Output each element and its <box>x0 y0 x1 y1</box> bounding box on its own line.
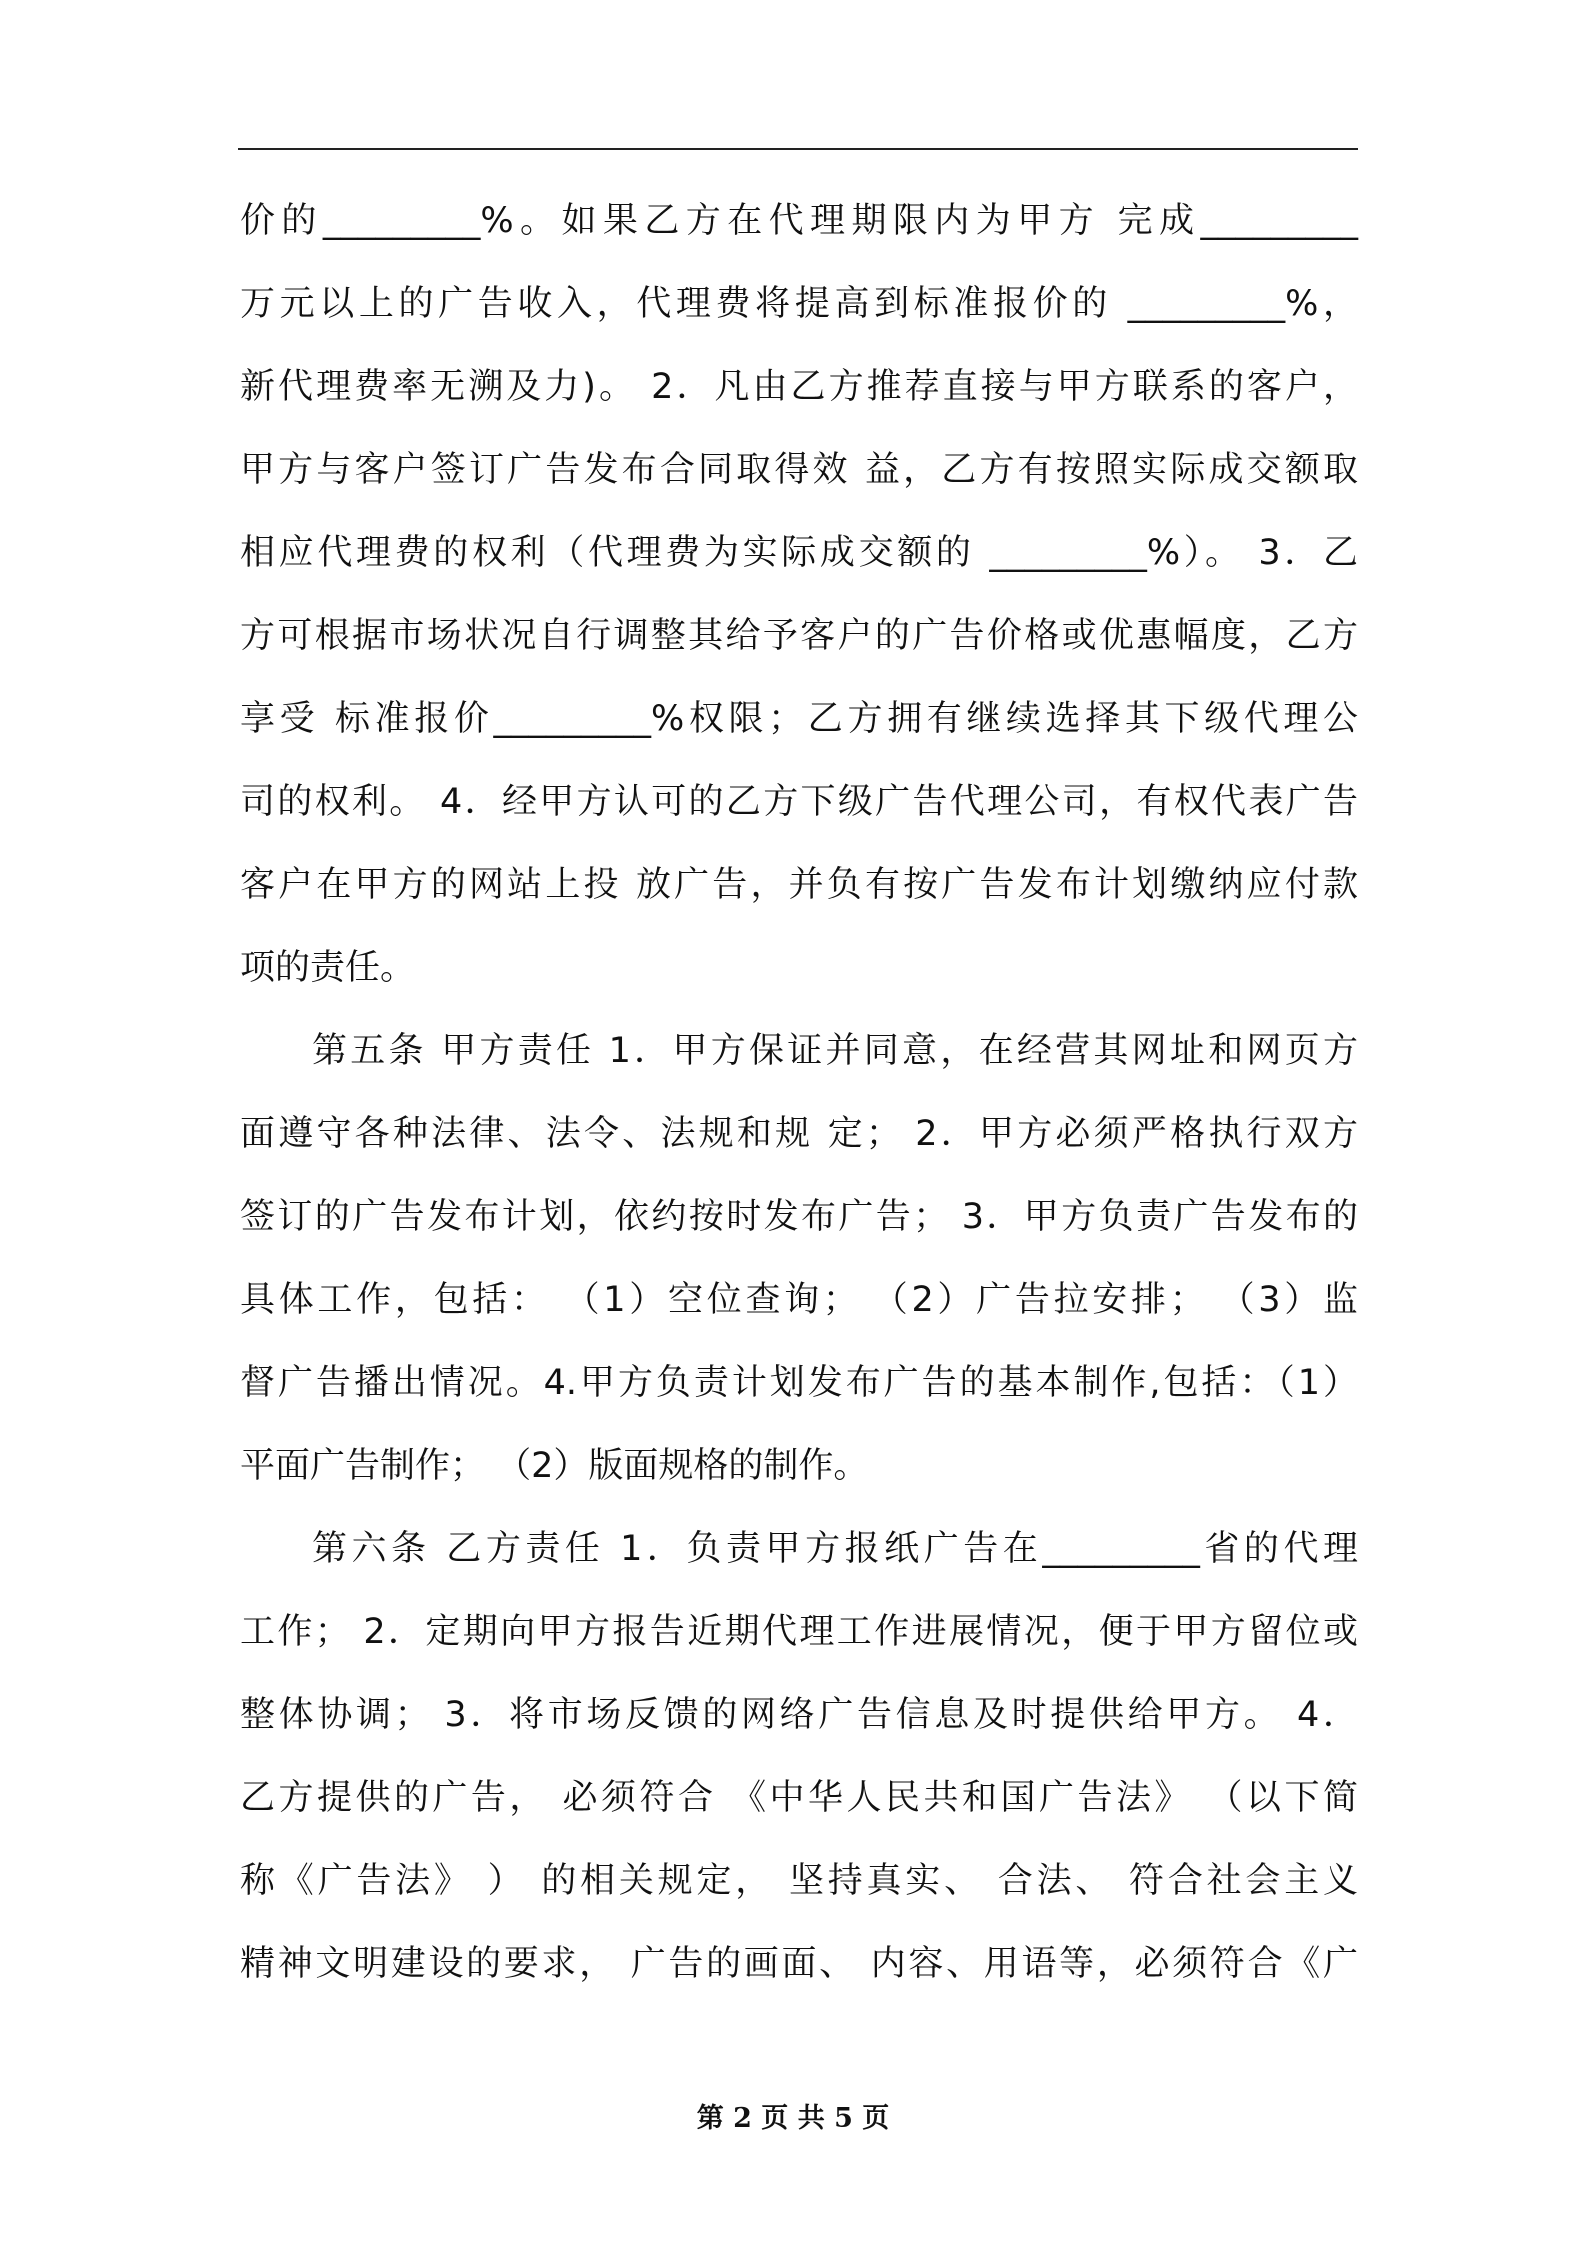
text-line: 相应代理费的权利（代理费为实际成交额的 _________%）。 3．乙 <box>240 533 1358 573</box>
text-line: 万元以上的广告收入，代理费将提高到标准报价的 _________%， <box>240 284 1358 324</box>
text-line: 享受 标准报价_________%权限；乙方拥有继续选择其下级代理公 <box>240 699 1358 739</box>
text-line: 工作； 2．定期向甲方报告近期代理工作进展情况，便于甲方留位或 <box>240 1612 1358 1652</box>
text-line: 具体工作，包括： （1）空位查询； （2）广告拉安排； （3）监 <box>240 1280 1358 1320</box>
text-line: 面遵守各种法律、法令、法规和规 定； 2．甲方必须严格执行双方 <box>240 1114 1358 1154</box>
page-number-footer: 第 2 页 共 5 页 <box>696 2103 890 2134</box>
text-line: 乙方提供的广告， 必须符合 《中华人民共和国广告法》 （以下简 <box>240 1778 1358 1818</box>
text-line: 价的_________%。如果乙方在代理期限内为甲方 完成_________ <box>240 201 1358 241</box>
text-line: 司的权利。 4．经甲方认可的乙方下级广告代理公司，有权代表广告 <box>240 782 1358 822</box>
article-6-heading-line: 第六条 乙方责任 1．负责甲方报纸广告在_________省的代理 <box>312 1529 1358 1569</box>
document-body <box>240 200 1358 2026</box>
text-line: 精神文明建设的要求， 广告的画面、 内容、用语等，必须符合《广 <box>240 1944 1358 1984</box>
text-line: 方可根据市场状况自行调整其给予客户的广告价格或优惠幅度，乙方 <box>240 616 1358 656</box>
header-rule <box>238 148 1358 150</box>
text-line: 项的责任。 <box>240 948 416 988</box>
text-line: 甲方与客户签订广告发布合同取得效 益，乙方有按照实际成交额取 <box>240 450 1358 490</box>
text-line: 新代理费率无溯及力)。 2．凡由乙方推荐直接与甲方联系的客户， <box>240 367 1358 407</box>
text-line: 整体协调； 3．将市场反馈的网络广告信息及时提供给甲方。 4． <box>240 1695 1358 1735</box>
text-line: 签订的广告发布计划，依约按时发布广告； 3．甲方负责广告发布的 <box>240 1197 1358 1237</box>
text-line: 督广告播出情况。4.甲方负责计划发布广告的基本制作,包括：（1） <box>240 1363 1358 1403</box>
article-5-heading-line: 第五条 甲方责任 1．甲方保证并同意，在经营其网址和网页方 <box>312 1031 1358 1071</box>
text-line: 称《广告法》 ） 的相关规定， 坚持真实、 合法、 符合社会主义 <box>240 1861 1358 1901</box>
text-line: 平面广告制作； （2）版面规格的制作。 <box>240 1446 869 1486</box>
text-line: 客户在甲方的网站上投 放广告，并负有按广告发布计划缴纳应付款 <box>240 865 1358 905</box>
